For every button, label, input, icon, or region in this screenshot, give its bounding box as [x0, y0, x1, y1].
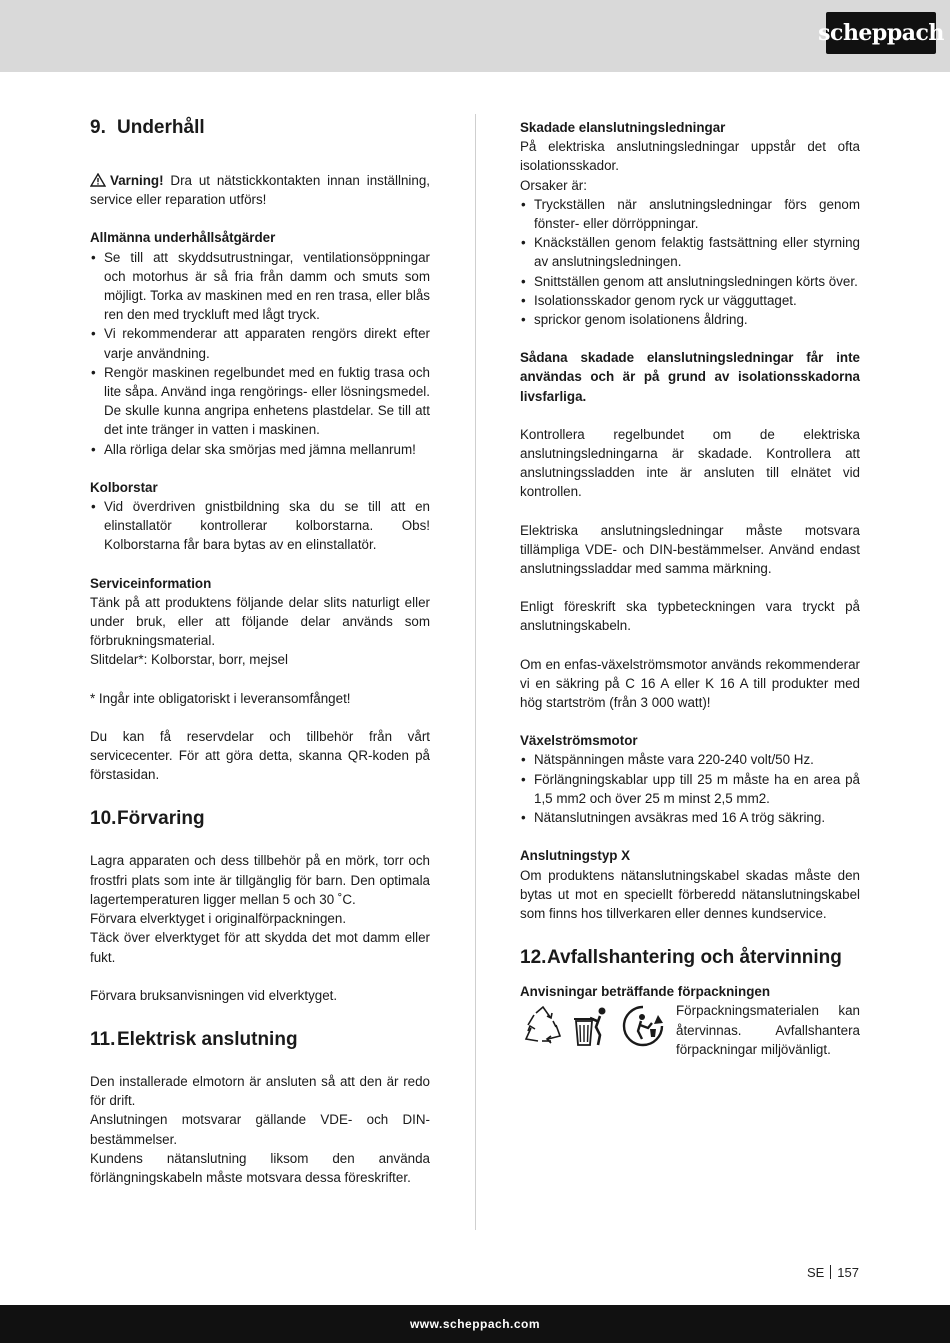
tidyman-recycle-icon — [620, 1003, 666, 1049]
storage-text-3: Täck över elverktyget för att skydda det mot damm eller fukt. — [90, 930, 430, 965]
packaging-row — [520, 1001, 860, 1059]
spare-parts-text: Du kan få reservdelar och tillbehör från vårt servicecenter. För att göra detta, skanna QR-koden på förstasidan. — [90, 728, 430, 783]
fuse-text: Om en enfas-växelströmsmotor används rekommenderar vi en säkring på C 16 A eller K 16 A till produkter med hög startström (från 3 000 watt)! — [520, 656, 860, 711]
warning-paragraph: Varning! Dra ut nätstickkontakten innan inställning, service eller reparation utförs! — [90, 173, 430, 208]
storage-text-2: Förvara elverktyget i originalförpackningen. — [90, 911, 347, 927]
section-10-heading: 10.Förvaring — [90, 808, 205, 830]
carbon-brushes-title: Kolborstar — [90, 479, 158, 495]
header-band — [0, 0, 950, 72]
list-item: • Vi rekommenderar att apparaten rengörs direkt efter varje användning. — [90, 324, 430, 362]
section-11-heading: 11.Elektrisk anslutning — [90, 1028, 298, 1050]
list-item: • Tryckställen när anslutningsledningar förs genom fönster- eller dörröppningar. — [520, 195, 860, 233]
general-maintenance-title: Allmänna underhållsåtgärder — [90, 230, 276, 246]
trash-bin-icon — [570, 1003, 616, 1049]
electrical-text-1: Den installerade elmotorn är ansluten så att den är redo för drift. — [90, 1073, 430, 1109]
packaging-title: Anvisningar beträffande förpackningen — [520, 984, 770, 1000]
type-label-text: Enligt föreskrift ska typbeteckningen vara tryckt på anslutningskabeln. — [520, 599, 860, 634]
service-info-title: Serviceinformation — [90, 575, 212, 591]
website-url: www.scheppach.com — [409, 1317, 541, 1331]
section-12-heading: 12.Avfallshantering och återvinning — [520, 947, 842, 969]
list-item: • Knäckställen genom felaktig fastsättning eller styrning av anslutningsledningen. — [520, 233, 860, 271]
damaged-cables-title: Skadade elanslutningsledningar — [520, 120, 726, 135]
electrical-text-3: Kundens nätanslutning liksom den använda förlängningskabeln måste motsvara dessa föreskrifter. — [90, 1150, 430, 1185]
page-number: SE 157 — [806, 1265, 859, 1280]
connection-type-x-text: Om produktens nätanslutningskabel skadas måste den bytas ut mot en speciellt förberedd nätanslutningskabel som finns hos tillverkaren eller dennes kundservice. — [520, 867, 860, 921]
vde-text: Elektriska anslutningsledningar måste motsvara tillämpliga VDE- och DIN-bestämmelser. Använd endast anslutningssladdar med samma märkning. — [520, 522, 860, 577]
list-item: • Isolationsskador genom ryck ur vägguttaget. — [520, 291, 860, 310]
causes-label: Orsaker är: — [520, 177, 587, 193]
recycle-icon — [520, 1003, 566, 1049]
footer-band — [0, 1305, 950, 1343]
list-item: • Snittställen genom att anslutningsledningen körts över. — [520, 272, 860, 291]
section-9-heading: 9. Underhåll — [90, 117, 205, 138]
general-maintenance-list — [90, 248, 430, 459]
footnote-text: * Ingår inte obligatoriskt i leveransomfånget! — [90, 690, 351, 706]
packaging-text: Förpackningsmaterialen kan återvinnas. Avfallshantera förpackningar miljövänligt. — [676, 1003, 860, 1057]
storage-text-4: Förvara bruksanvisningen vid elverktyget. — [90, 987, 338, 1003]
list-item: • Rengör maskinen regelbundet med en fuktig trasa och lite såpa. Använd inga rengörings- eller lösningsmedel. De skulle kunna angripa enhetens plastdelar. Se till att det inte tränger in vatten i maskinen. — [90, 363, 430, 440]
left-column — [90, 112, 430, 1187]
storage-text-1: Lagra apparaten och dess tillbehör på en mörk, torr och frostfri plats som inte är tillgänglig för barn. Den optimala lagertemperaturen ligger mellan 5 och 30 ˚C. — [90, 853, 430, 907]
warning-triangle-icon — [90, 173, 106, 187]
connection-type-x-title: Anslutningstyp X — [520, 848, 631, 864]
list-item: • Vid överdriven gnistbildning ska du se till att en elinstallatör kontrollerar kolborstarna. Obs! Kolborstarna får bara bytas av en elinstallatör. — [90, 497, 430, 555]
wear-parts-text: Slitdelar*: Kolborstar, borr, mejsel — [90, 652, 288, 668]
carbon-brushes-list — [90, 497, 430, 555]
disposal-icons — [520, 1001, 666, 1049]
ac-motor-list — [520, 750, 860, 827]
right-column — [520, 118, 860, 1059]
brand-logo: scheppach — [826, 12, 936, 54]
electrical-text-2: Anslutningen motsvarar gällande VDE- och DIN-bestämmelser. — [90, 1112, 430, 1147]
list-item: • Nätspänningen måste vara 220-240 volt/50 Hz. — [520, 750, 860, 769]
list-item: • Alla rörliga delar ska smörjas med jämna mellanrum! — [90, 440, 430, 459]
danger-text: Sådana skadade elanslutningsledningar får inte användas och är på grund av isolationsskadorna livsfarliga. — [520, 350, 860, 404]
list-item: • Nätanslutningen avsäkras med 16 A trög säkring. — [520, 808, 860, 827]
ac-motor-title: Växelströmsmotor — [520, 733, 638, 749]
list-item: • sprickor genom isolationens åldring. — [520, 310, 860, 329]
column-divider — [475, 114, 476, 1230]
check-text: Kontrollera regelbundet om de elektriska anslutningsledningarna är skadade. Kontrollera att anslutningssladden inte är ansluten till elnätet vid kontrollen. — [520, 426, 860, 500]
service-info-text: Tänk på att produktens följande delar slits naturligt eller under bruk, eller att följande delar används som förbrukningsmaterial. — [90, 594, 430, 649]
damaged-cables-text: På elektriska anslutningsledningar uppstår det ofta isolationsskador. — [520, 139, 860, 174]
causes-list — [520, 195, 860, 329]
list-item: • Se till att skyddsutrustningar, ventilationsöppningar och motorhus är så fria från damm och smuts som möjligt. Torka av maskinen med en ren trasa, eller blås ren den med tryckluft med lågt tryck. — [90, 248, 430, 325]
list-item: • Förlängningskablar upp till 25 m måste ha en area på 1,5 mm2 och över 25 m minst 2,5 mm2. — [520, 770, 860, 808]
